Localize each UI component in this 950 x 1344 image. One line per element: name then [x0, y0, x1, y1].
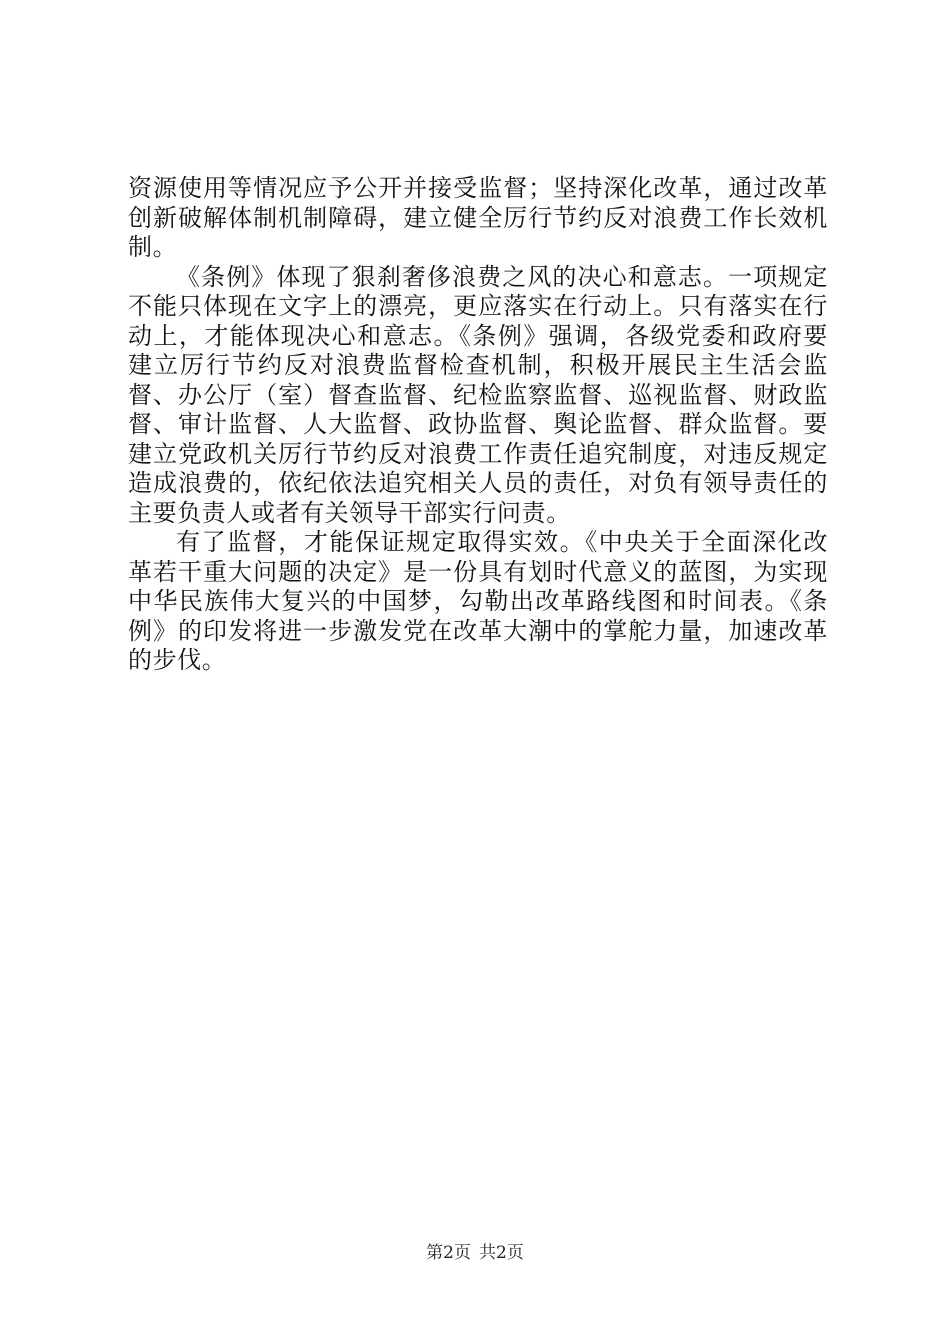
page-footer	[0, 1242, 950, 1264]
document-body	[128, 174, 828, 676]
paragraph-1: 资源使用等情况应予公开并接受监督；坚持深化改革，通过改革创新破解体制机制障碍，建立健全厉行节约反对浪费工作长效机制。	[128, 174, 828, 261]
paragraph-3: 有了监督，才能保证规定取得实效。《中央关于全面深化改革若干重大问题的决定》是一份具有划时代意义的蓝图，为实现中华民族伟大复兴的中国梦，勾勒出改革路线图和时间表。《条例》的印发将进一步激发党在改革大潮中的掌舵力量，加速改革的步伐。	[128, 528, 828, 674]
page-total: 共2页	[479, 1243, 524, 1263]
page-number: 第2页	[426, 1243, 471, 1263]
paragraph-2: 《条例》体现了狠刹奢侈浪费之风的决心和意志。一项规定不能只体现在文字上的漂亮，更应落实在行动上。只有落实在行动上，才能体现决心和意志。《条例》强调，各级党委和政府要建立厉行节约反对浪费监督检查机制，积极开展民主生活会监督、办公厅（室）督查监督、纪检监察监督、巡视监督、财政监督、审计监督、人大监督、政协监督、舆论监督、群众监督。要建立党政机关厉行节约反对浪费工作责任追究制度，对违反规定造成浪费的，依纪依法追究相关人员的责任，对负有领导责任的主要负责人或者有关领导干部实行问责。	[128, 262, 828, 527]
